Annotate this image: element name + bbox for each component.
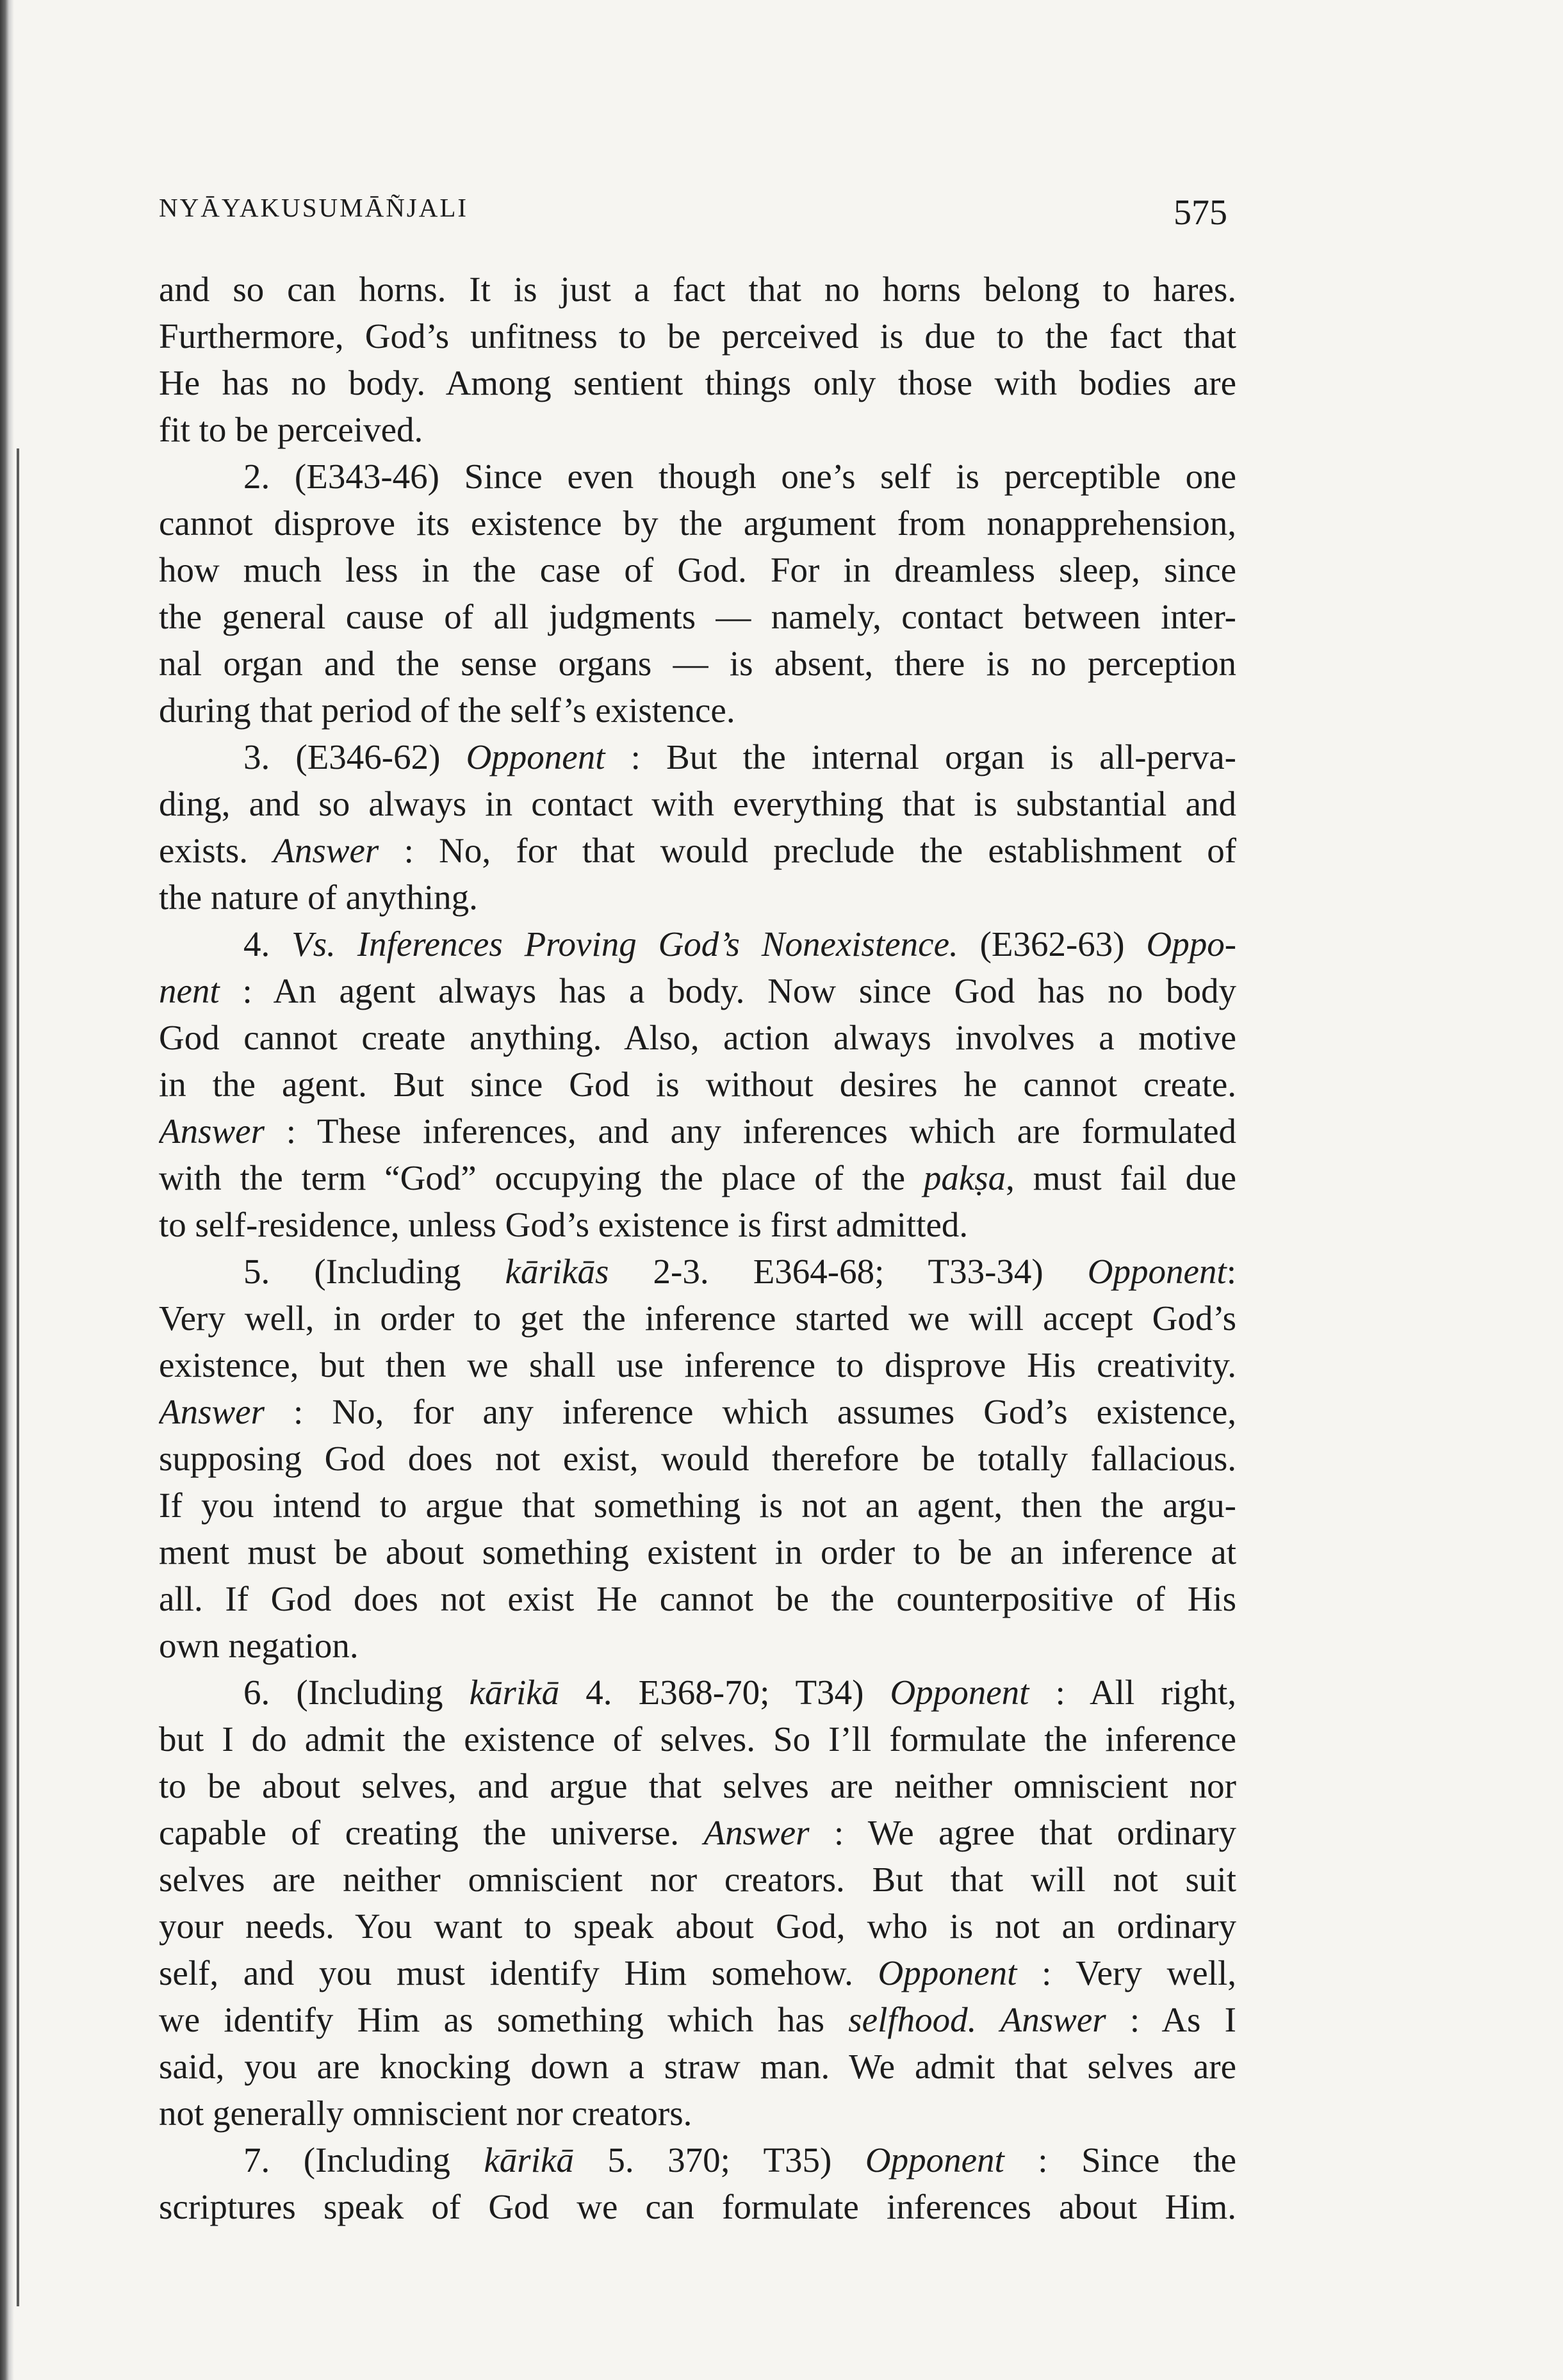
paragraph-7-start: 7. (Including kārikā 5. 370; T35) Opponent : Since the (243, 2140, 1236, 2179)
text-line: nent : An agent always has a body. Now since God has no body (159, 971, 1236, 1010)
paragraph-5-start: 5. (Including kārikās 2-3. E364-68; T33-34) Opponent: (243, 1252, 1236, 1291)
text-line: ding, and so always in contact with everything that is substantial and (159, 784, 1236, 823)
text-line: we identify Him as something which has selfhood. Answer : As I (159, 2000, 1236, 2039)
text-line: to self-residence, unless God’s existence is first admitted. (159, 1205, 969, 1244)
running-head (0, 0, 1563, 269)
text-line: not generally omniscient nor creators. (159, 2094, 692, 2133)
text-line: cannot disprove its existence by the argument from nonapprehension, (159, 504, 1236, 543)
text-line: during that period of the self’s existence. (159, 691, 735, 730)
text-line: all. If God does not exist He cannot be the counterpositive of His (159, 1579, 1236, 1618)
text-line: said, you are knocking down a straw man. We admit that selves are (159, 2047, 1236, 2086)
text-line: own negation. (159, 1626, 359, 1665)
text-line: nal organ and the sense organs — is absent, there is no perception (159, 644, 1236, 683)
text-line: supposing God does not exist, would therefore be totally fallacious. (159, 1439, 1236, 1478)
text-line: Answer : These inferences, and any inferences which are formulated (159, 1112, 1236, 1151)
text-line: how much less in the case of God. For in dreamless sleep, since (159, 550, 1236, 589)
text-line: God cannot create anything. Also, action always involves a motive (159, 1018, 1236, 1057)
text-line: to be about selves, and argue that selves are neither omniscient nor (159, 1766, 1236, 1805)
paragraph-4-start: 4. Vs. Inferences Proving God’s Nonexistence. (E362-63) Oppo- (243, 924, 1236, 964)
text-line: in the agent. But since God is without desires he cannot create. (159, 1065, 1236, 1104)
text-line: He has no body. Among sentient things only those with bodies are (159, 363, 1236, 402)
text-line: If you intend to argue that something is not an agent, then the argu- (159, 1486, 1236, 1525)
text-line: self, and you must identify Him somehow. Opponent : Very well, (159, 1953, 1236, 1992)
text-line: exists. Answer : No, for that would preclude the establishment of (159, 831, 1236, 870)
text-line: selves are neither omniscient nor creators. But that will not suit (159, 1860, 1236, 1899)
scan-margin-line (17, 448, 19, 2306)
body-text (159, 266, 1236, 2230)
text-line: the general cause of all judgments — namely, contact between inter- (159, 597, 1236, 636)
text-line: fit to be perceived. (159, 410, 423, 449)
text-line: and so can horns. It is just a fact that no horns belong to hares. (159, 270, 1236, 309)
text-line: ment must be about something existent in order to be an inference at (159, 1532, 1236, 1572)
text-line: scriptures speak of God we can formulate inferences about Him. (159, 2187, 1236, 2226)
text-line: Very well, in order to get the inference started we will accept God’s (159, 1299, 1236, 1338)
paragraph-3-start: 3. (E346-62) Opponent : But the internal organ is all-perva- (243, 737, 1236, 776)
text-line: existence, but then we shall use inference to disprove His creativity. (159, 1345, 1236, 1384)
paragraph-6-start: 6. (Including kārikā 4. E368-70; T34) Opponent : All right, (243, 1673, 1236, 1712)
paragraph-2-start: 2. (E343-46) Since even though one’s self is perceptible one (243, 457, 1236, 496)
text-line: the nature of anything. (159, 878, 478, 917)
text-line: Answer : No, for any inference which assumes God’s existence, (159, 1392, 1236, 1431)
page-number: 575 (1174, 193, 1227, 233)
running-head-title: NYĀYAKUSUMĀÑJALI (159, 193, 469, 222)
page-binding-shadow (0, 0, 14, 2380)
text-line: with the term “God” occupying the place of the pakṣa, must fail due (159, 1158, 1236, 1197)
text-line: Furthermore, God’s unfitness to be perceived is due to the fact that (159, 316, 1236, 356)
text-line: your needs. You want to speak about God, who is not an ordinary (159, 1907, 1236, 1946)
text-line: capable of creating the universe. Answer : We agree that ordinary (159, 1813, 1236, 1852)
text-line: but I do admit the existence of selves. So I’ll formulate the inference (159, 1719, 1236, 1759)
